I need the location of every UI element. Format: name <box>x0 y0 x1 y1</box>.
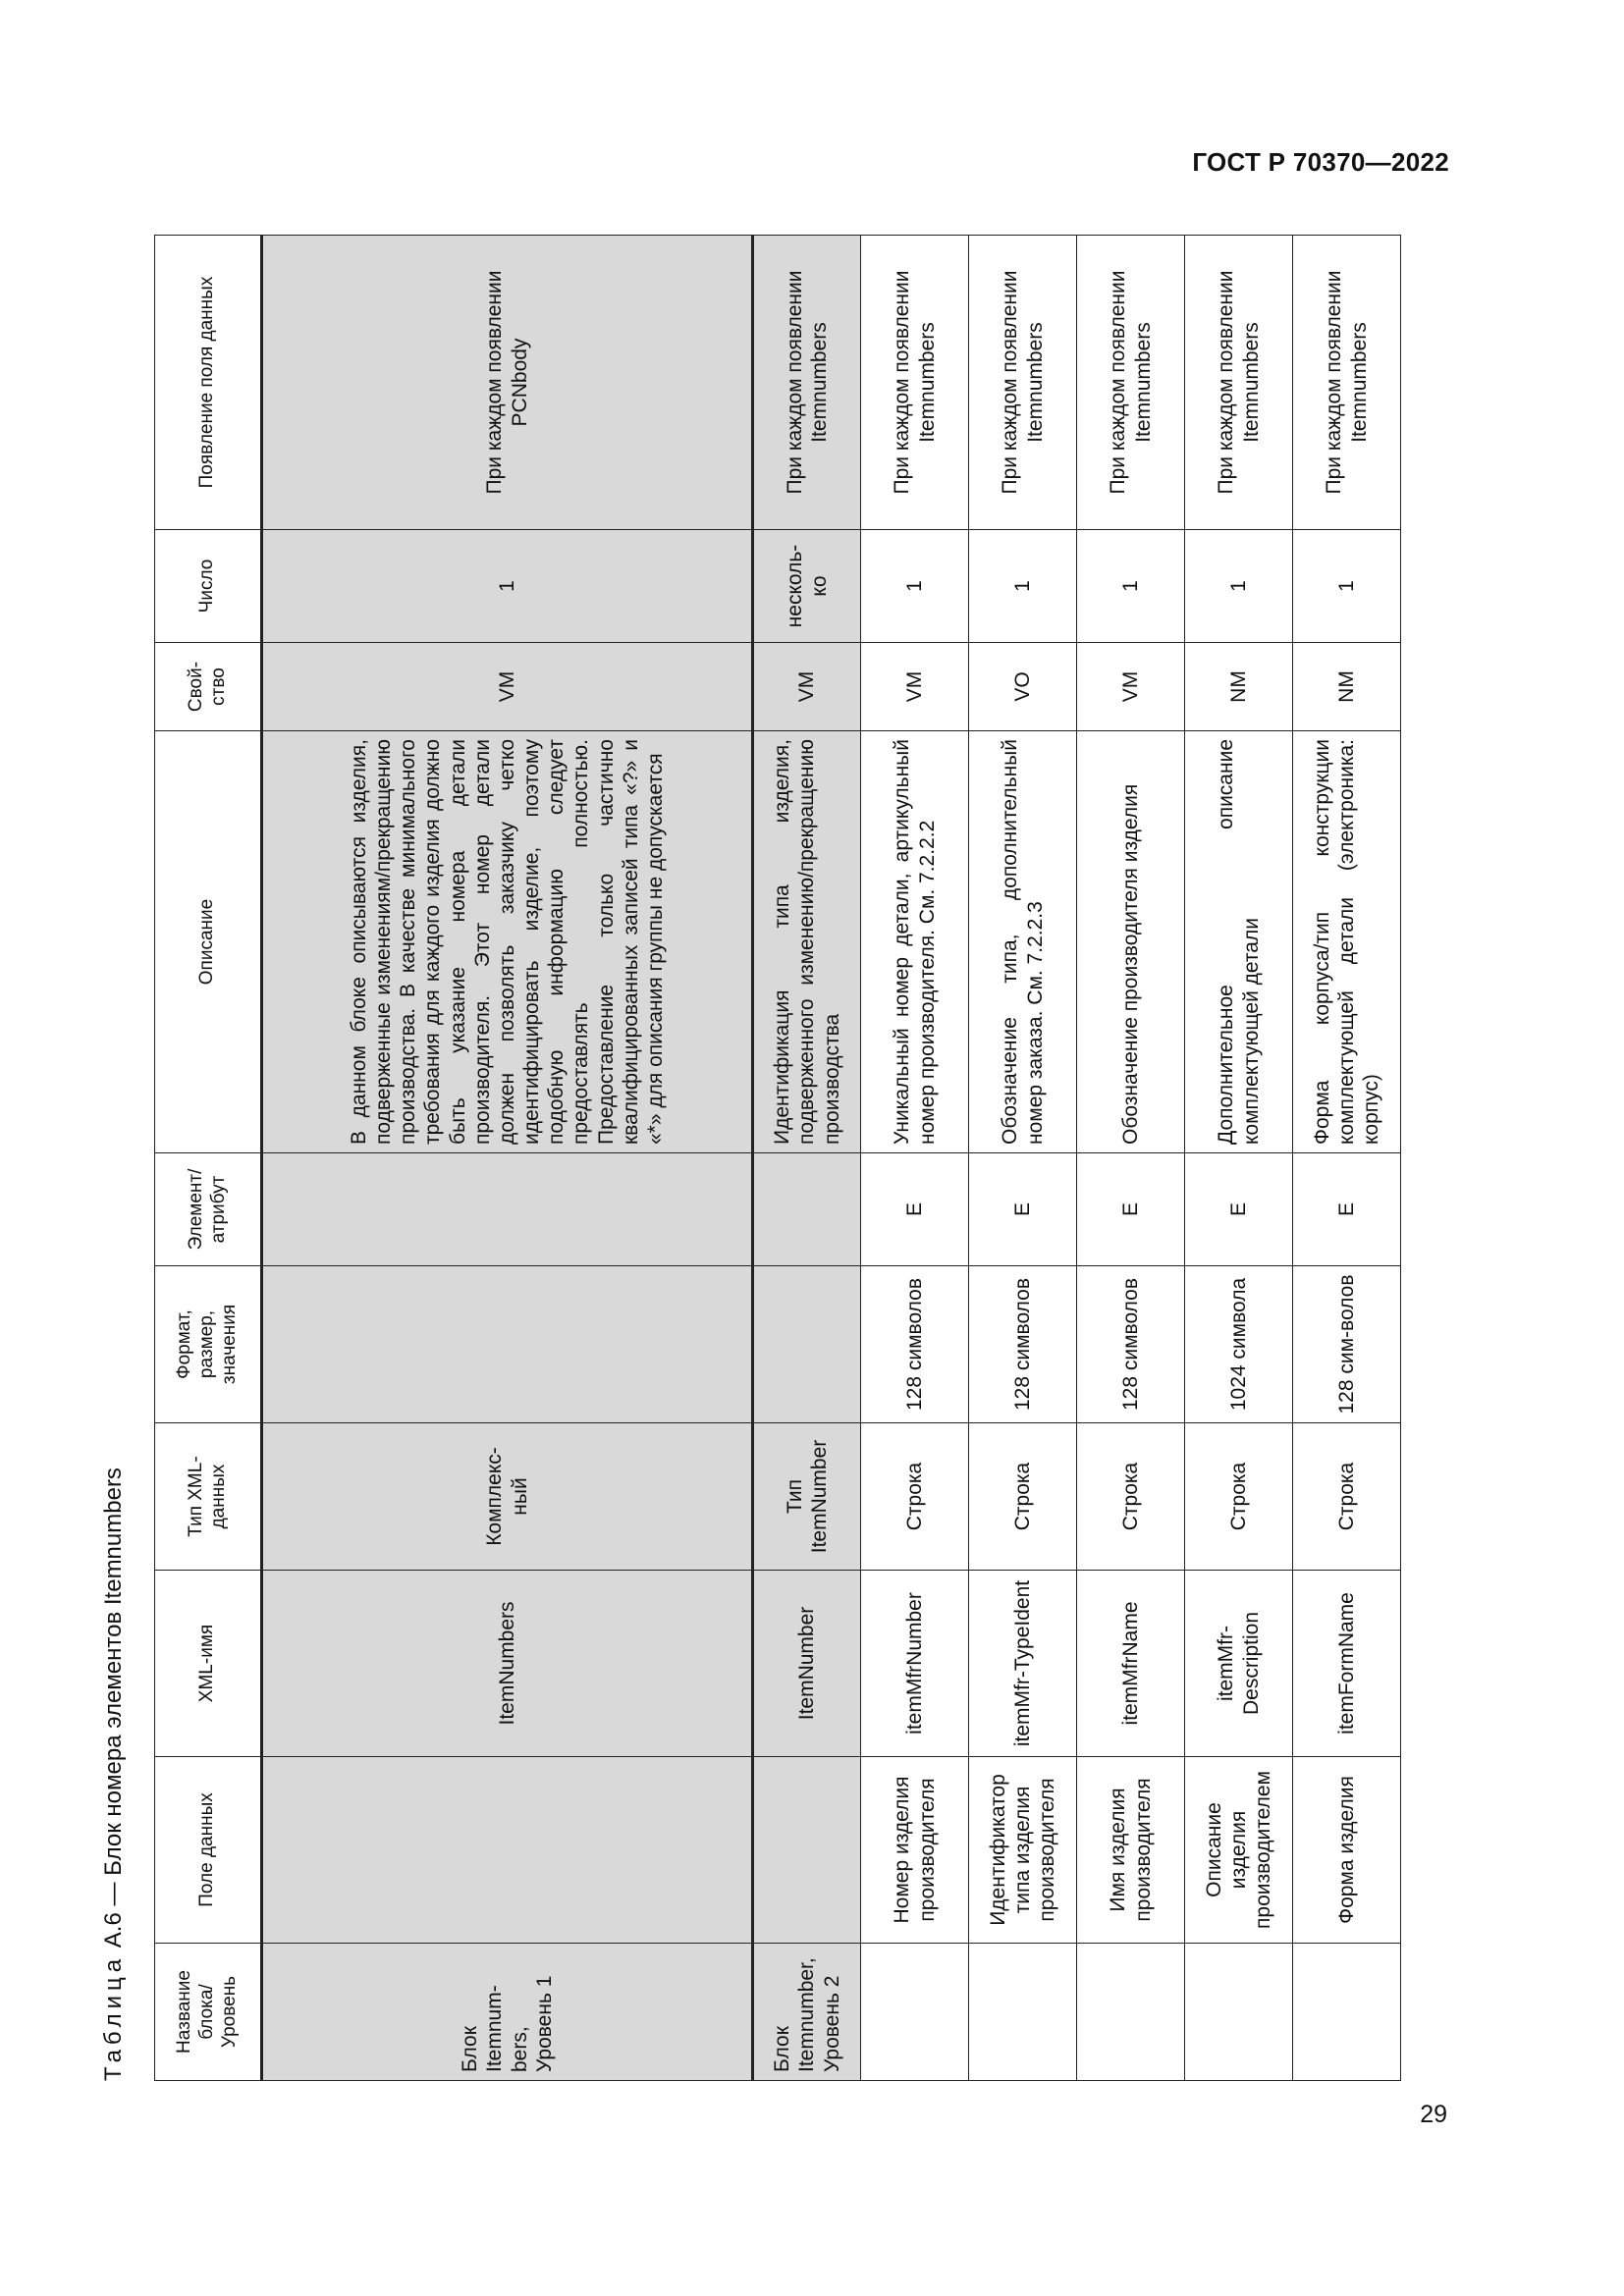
property: VM <box>262 643 753 731</box>
table-row <box>861 236 969 2081</box>
count: несколь-ко <box>753 530 861 643</box>
format <box>753 1266 861 1423</box>
col-header: Число <box>155 530 262 643</box>
block-name <box>1077 1944 1185 2081</box>
xml-type: Тип ItemNumber <box>753 1423 861 1571</box>
data-field: Идентификатор типа изделия производителя <box>969 1757 1077 1944</box>
col-header: Тип XML-данных <box>155 1423 262 1571</box>
data-field: Описание изделия производителем <box>1185 1757 1293 1944</box>
block-name: Блок Itemnumber, Уровень 2 <box>753 1944 861 2081</box>
table-caption <box>100 1468 128 2081</box>
col-header: Элемент/ атрибут <box>155 1153 262 1266</box>
page-number: 29 <box>1420 2101 1447 2128</box>
rotated-table-container <box>154 236 1401 2081</box>
property: NM <box>1185 643 1293 731</box>
col-header: Формат, размер, значения <box>155 1266 262 1423</box>
col-header: Появление поля данных <box>155 236 262 530</box>
count: 1 <box>969 530 1077 643</box>
count: 1 <box>1185 530 1293 643</box>
xml-type: Строка <box>861 1423 969 1571</box>
element-attribute <box>753 1153 861 1266</box>
block-name <box>861 1944 969 2081</box>
block-name <box>1185 1944 1293 2081</box>
count: 1 <box>262 530 753 643</box>
format: 128 символов <box>1077 1266 1185 1423</box>
element-attribute <box>262 1153 753 1266</box>
xml-name: itemMfr-Description <box>1185 1571 1293 1757</box>
xml-type: Комплекс-ный <box>262 1423 753 1571</box>
occurrence: При каждом появлении Itemnumbers <box>969 236 1077 530</box>
property: NM <box>1293 643 1401 731</box>
count: 1 <box>1077 530 1185 643</box>
description: Обозначение типа, дополнительный номер заказа. См. 7.2.2.3 <box>969 731 1077 1153</box>
table-row <box>753 236 861 2081</box>
block-name: Блок Itemnum-bers, Уровень 1 <box>262 1944 753 2081</box>
data-field <box>262 1757 753 1944</box>
count: 1 <box>861 530 969 643</box>
caption-prefix: Таблица <box>100 1953 127 2081</box>
description: Уникальный номер детали, артикульный номер производителя. См. 7.2.2.2 <box>861 731 969 1153</box>
block-name <box>1293 1944 1401 2081</box>
col-header: XML-имя <box>155 1571 262 1757</box>
format: 128 символов <box>861 1266 969 1423</box>
count: 1 <box>1293 530 1401 643</box>
col-header: Описание <box>155 731 262 1153</box>
description: Форма корпуса/тип конструкции комплектующей детали (электроника: корпус) <box>1293 731 1401 1153</box>
occurrence: При каждом появлении Itemnumbers <box>1185 236 1293 530</box>
block-name <box>969 1944 1077 2081</box>
xml-type: Строка <box>1293 1423 1401 1571</box>
element-attribute: E <box>1293 1153 1401 1266</box>
table-row <box>262 236 753 2081</box>
description: Идентификация типа изделия, подверженного изменению/прекращению производства <box>753 731 861 1153</box>
format: 1024 символа <box>1185 1266 1293 1423</box>
col-header: Поле данных <box>155 1757 262 1944</box>
data-field: Имя изделия производителя <box>1077 1757 1185 1944</box>
table-row <box>1293 236 1401 2081</box>
xml-name: ItemNumbers <box>262 1571 753 1757</box>
format: 128 символов <box>969 1266 1077 1423</box>
property: VM <box>753 643 861 731</box>
occurrence: При каждом появлении PCNbody <box>262 236 753 530</box>
description: В данном блоке описываются изделия, подверженные изменениям/прекращению производства. В качестве минимального требования для каждого изделия должно быть указание номера детали производителя. Этот номер детали должен позволять заказчику четко идентифицировать изделие, поэтому подобную информацию следует предоставлять полностью. Предоставление только частично квалифицированных записей типа «?» и «*» для описания группы не допускается <box>262 731 753 1153</box>
table-row <box>1077 236 1185 2081</box>
element-attribute: E <box>1077 1153 1185 1266</box>
property: VO <box>969 643 1077 731</box>
table-row <box>969 236 1077 2081</box>
description: Дополнительное описание комплектующей детали <box>1185 731 1293 1153</box>
occurrence: При каждом появлении Itemnumbers <box>1293 236 1401 530</box>
data-field: Номер изделия производителя <box>861 1757 969 1944</box>
element-attribute: E <box>1185 1153 1293 1266</box>
occurrence: При каждом появлении Itemnumbers <box>861 236 969 530</box>
occurrence: При каждом появлении Itemnumbers <box>1077 236 1185 530</box>
description: Обозначение производителя изделия <box>1077 731 1185 1153</box>
format <box>262 1266 753 1423</box>
header-row <box>155 236 262 2081</box>
xml-name: itemMfrName <box>1077 1571 1185 1757</box>
col-header: Свой-ство <box>155 643 262 731</box>
xml-name: itemFormName <box>1293 1571 1401 1757</box>
caption-text: А.6 — Блок номера элементов Itemnumbers <box>100 1468 127 1949</box>
table-row <box>1185 236 1293 2081</box>
data-field: Форма изделия <box>1293 1757 1401 1944</box>
xml-name: itemMfrNumber <box>861 1571 969 1757</box>
col-header: Название блока/ Уровень <box>155 1944 262 2081</box>
data-field <box>753 1757 861 1944</box>
itemnumbers-table <box>154 235 1401 2081</box>
format: 128 сим-волов <box>1293 1266 1401 1423</box>
xml-type: Строка <box>969 1423 1077 1571</box>
xml-type: Строка <box>1185 1423 1293 1571</box>
xml-name: ItemNumber <box>753 1571 861 1757</box>
property: VM <box>861 643 969 731</box>
property: VM <box>1077 643 1185 731</box>
xml-type: Строка <box>1077 1423 1185 1571</box>
xml-name: itemMfr-TypeIdent <box>969 1571 1077 1757</box>
element-attribute: E <box>969 1153 1077 1266</box>
occurrence: При каждом появлении Itemnumbers <box>753 236 861 530</box>
element-attribute: E <box>861 1153 969 1266</box>
document-header: ГОСТ Р 70370—2022 <box>1192 147 1449 177</box>
